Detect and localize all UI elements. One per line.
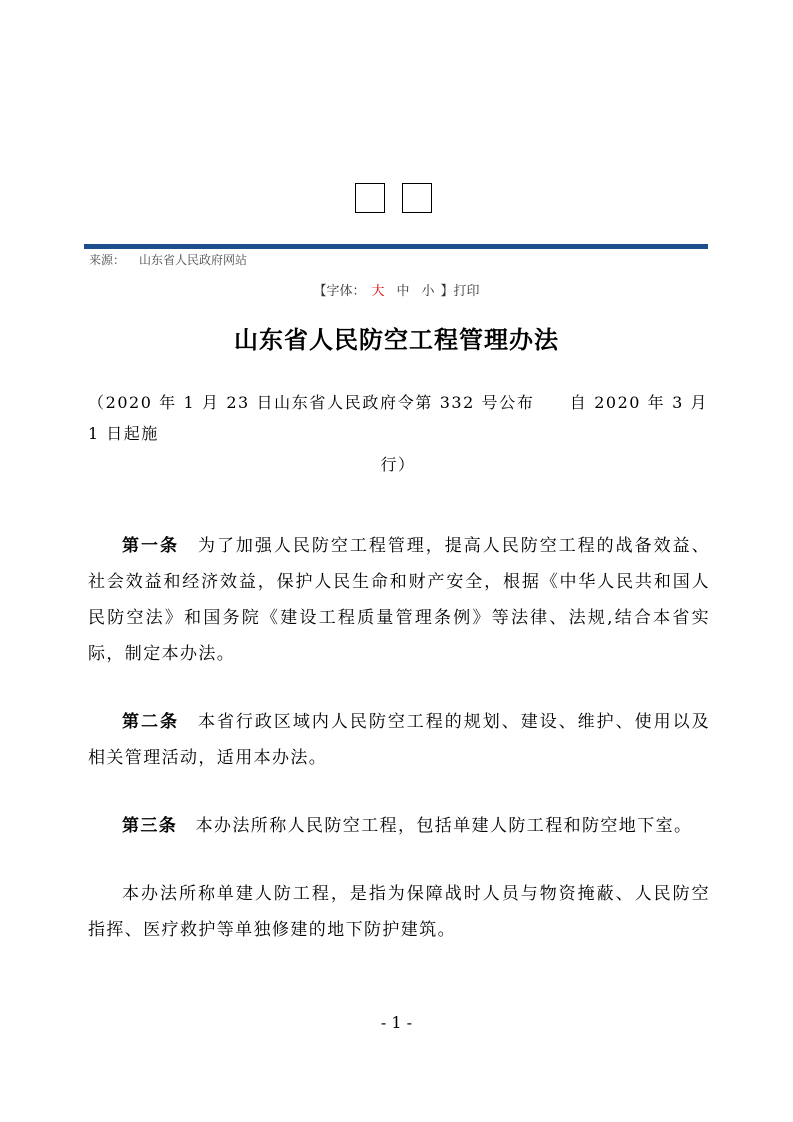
- source-label: 来源：: [89, 253, 126, 267]
- document-body: [88, 528, 710, 980]
- subtitle-line-2: 行）: [380, 455, 416, 474]
- font-large-button[interactable]: 大: [371, 284, 385, 299]
- font-small-button[interactable]: 小: [421, 284, 435, 299]
- font-bar-close: 】: [440, 284, 454, 299]
- paragraph: [88, 528, 710, 672]
- paragraph: [88, 704, 710, 776]
- article-number: 第一条: [122, 536, 179, 556]
- paragraph-text: 本办法所称人民防空工程，包括单建人防工程和防空地下室。: [177, 816, 693, 836]
- title-placeholder-boxes: [355, 183, 432, 213]
- font-medium-button[interactable]: 中: [396, 284, 410, 299]
- paragraph: [88, 808, 710, 844]
- header-divider: [84, 244, 708, 249]
- font-bar-open: 【字体：: [313, 284, 366, 299]
- document-title: 山东省人民防空工程管理办法: [234, 325, 559, 354]
- article-number: 第三条: [122, 816, 178, 836]
- page-number: - 1 -: [380, 1013, 413, 1032]
- paragraph-text: 为了加强人民防空工程管理，提高人民防空工程的战备效益、社会效益和经济效益，保护人民生命和财产安全，根据《中华人民共和国人民防空法》和国务院《建设工程质量管理条例》等法律、法规,结合本省实际，制定本办法。: [88, 536, 711, 664]
- source-line: [89, 251, 247, 268]
- print-link[interactable]: 打印: [453, 284, 480, 299]
- subtitle-line-1: （2020 年 1 月 23 日山东省人民政府令第 332 号公布 自 2020 年 3 月 1 日起施: [88, 393, 708, 443]
- placeholder-box: [402, 183, 432, 213]
- paragraph-text: 本办法所称单建人防工程，是指为保障战时人员与物资掩蔽、人民防空指挥、医疗救护等单独修建的地下防护建筑。: [88, 884, 710, 940]
- article-number: 第二条: [122, 712, 179, 732]
- placeholder-box: [355, 183, 385, 213]
- paragraph: [88, 876, 710, 948]
- source-name: 山东省人民政府网站: [139, 253, 248, 267]
- font-size-bar: [0, 280, 793, 299]
- paragraph-text: 本省行政区域内人民防空工程的规划、建设、维护、使用以及相关管理活动，适用本办法。: [88, 712, 711, 768]
- document-subtitle: [88, 387, 708, 480]
